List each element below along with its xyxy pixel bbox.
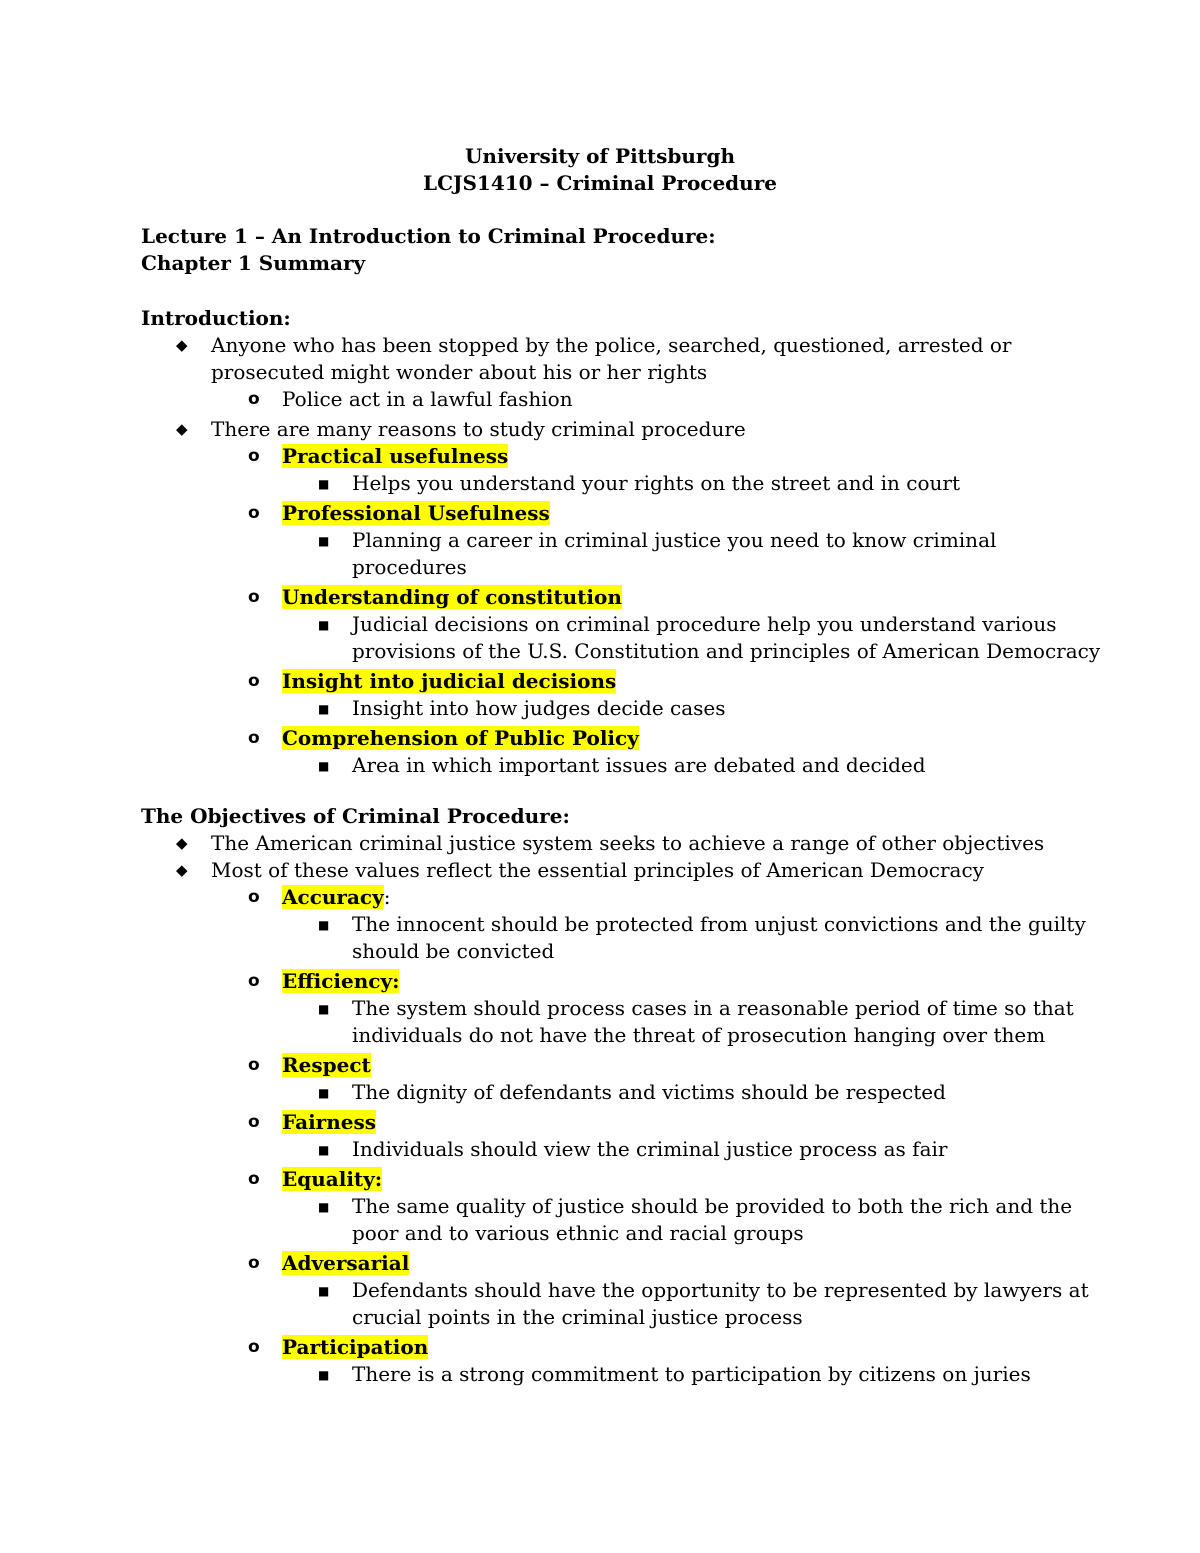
list-item (141, 332, 1101, 386)
circle-bullet-icon: o (248, 1112, 260, 1132)
square-bullet-icon: ■ (318, 702, 330, 716)
list-item-text: Anyone who has been stopped by the police, searched, questioned, arrested or prosecuted might wonder about his or her rights (211, 333, 1012, 384)
circle-bullet-icon: o (248, 1169, 260, 1189)
highlighted-heading: Insight into judicial decisions (282, 669, 617, 693)
list-item (141, 830, 1101, 857)
diamond-bullet-icon: ◆ (176, 336, 188, 354)
list-item (141, 611, 1101, 665)
circle-bullet-icon: o (248, 503, 260, 523)
list-item (141, 968, 1101, 995)
list-item (141, 386, 1101, 413)
list-item-text: Planning a career in criminal justice you need to know criminal procedures (352, 528, 997, 579)
list-item (141, 1052, 1101, 1079)
list-item (141, 911, 1101, 965)
list-item (141, 500, 1101, 527)
circle-bullet-icon: o (248, 446, 260, 466)
square-bullet-icon: ■ (318, 618, 330, 632)
list-item (141, 1250, 1101, 1277)
list-item-text: There is a strong commitment to participation by citizens on juries (352, 1362, 1031, 1386)
circle-bullet-icon: o (248, 1055, 260, 1075)
highlighted-heading: Practical usefulness (282, 444, 509, 468)
list-item (141, 725, 1101, 752)
highlighted-heading: Participation (282, 1335, 429, 1359)
list-item (141, 1193, 1101, 1247)
list-item-text: Defendants should have the opportunity to be represented by lawyers at crucial points in the criminal justice process (352, 1278, 1089, 1329)
circle-bullet-icon: o (248, 728, 260, 748)
diamond-bullet-icon: ◆ (176, 861, 188, 879)
list-item-text: Insight into how judges decide cases (352, 696, 726, 720)
highlighted-heading: Accuracy (282, 885, 384, 909)
square-bullet-icon: ■ (318, 1143, 330, 1157)
diamond-bullet-icon: ◆ (176, 834, 188, 852)
list-item-text: Judicial decisions on criminal procedure help you understand various provisions of the U.S. Constitution and principles of American Democracy (352, 612, 1101, 663)
list-item (141, 752, 1101, 779)
list-item-text: Most of these values reflect the essential principles of American Democracy (211, 858, 984, 882)
list-item (141, 1277, 1101, 1331)
lecture-heading (141, 223, 716, 277)
square-bullet-icon: ■ (318, 477, 330, 491)
list-item-text: There are many reasons to study criminal procedure (211, 417, 746, 441)
circle-bullet-icon: o (248, 587, 260, 607)
lecture-subtitle: Chapter 1 Summary (141, 251, 366, 275)
heading-suffix: : (383, 885, 391, 909)
circle-bullet-icon: o (248, 671, 260, 691)
lecture-title: Lecture 1 – An Introduction to Criminal Procedure: (141, 224, 716, 248)
square-bullet-icon: ■ (318, 1200, 330, 1214)
list-item (141, 584, 1101, 611)
list-item (141, 668, 1101, 695)
list-item (141, 695, 1101, 722)
square-bullet-icon: ■ (318, 759, 330, 773)
course-title: LCJS1410 – Criminal Procedure (423, 171, 777, 195)
highlighted-heading: Professional Usefulness (282, 501, 550, 525)
list-item (141, 1361, 1101, 1388)
section-title: Introduction: (141, 306, 291, 330)
list-item (141, 1136, 1101, 1163)
list-item-text: The innocent should be protected from unjust convictions and the guilty should be convicted (352, 912, 1086, 963)
square-bullet-icon: ■ (318, 1284, 330, 1298)
document-header (0, 143, 1200, 197)
list-item (141, 443, 1101, 470)
introduction-section (141, 305, 1101, 779)
circle-bullet-icon: o (248, 389, 260, 409)
list-item-text: Individuals should view the criminal justice process as fair (352, 1137, 948, 1161)
highlighted-heading: Comprehension of Public Policy (282, 726, 639, 750)
list-item (141, 1334, 1101, 1361)
list-item-text: The dignity of defendants and victims should be respected (352, 1080, 946, 1104)
list-item (141, 1109, 1101, 1136)
circle-bullet-icon: o (248, 971, 260, 991)
list-item-text: Police act in a lawful fashion (282, 387, 573, 411)
list-item-text: The American criminal justice system seeks to achieve a range of other objectives (211, 831, 1045, 855)
university-name: University of Pittsburgh (464, 144, 735, 168)
list-item (141, 416, 1101, 443)
circle-bullet-icon: o (248, 1337, 260, 1357)
highlighted-heading: Adversarial (282, 1251, 410, 1275)
list-item (141, 527, 1101, 581)
objectives-section (141, 803, 1101, 1388)
highlighted-heading: Respect (282, 1053, 371, 1077)
list-item (141, 1166, 1101, 1193)
highlighted-heading: Equality: (282, 1167, 383, 1191)
list-item (141, 470, 1101, 497)
list-item (141, 884, 1101, 911)
diamond-bullet-icon: ◆ (176, 420, 188, 438)
highlighted-heading: Efficiency: (282, 969, 400, 993)
highlighted-heading: Fairness (282, 1110, 376, 1134)
square-bullet-icon: ■ (318, 918, 330, 932)
square-bullet-icon: ■ (318, 534, 330, 548)
square-bullet-icon: ■ (318, 1002, 330, 1016)
circle-bullet-icon: o (248, 1253, 260, 1273)
square-bullet-icon: ■ (318, 1368, 330, 1382)
section-title: The Objectives of Criminal Procedure: (141, 804, 570, 828)
circle-bullet-icon: o (248, 887, 260, 907)
list-item (141, 995, 1101, 1049)
list-item (141, 857, 1101, 884)
list-item-text: The same quality of justice should be provided to both the rich and the poor and to various ethnic and racial groups (352, 1194, 1073, 1245)
list-item-text: Helps you understand your rights on the street and in court (352, 471, 960, 495)
highlighted-heading: Understanding of constitution (282, 585, 622, 609)
list-item (141, 1079, 1101, 1106)
list-item-text: The system should process cases in a reasonable period of time so that individuals do not have the threat of prosecution hanging over them (352, 996, 1074, 1047)
list-item-text: Area in which important issues are debated and decided (352, 753, 926, 777)
square-bullet-icon: ■ (318, 1086, 330, 1100)
